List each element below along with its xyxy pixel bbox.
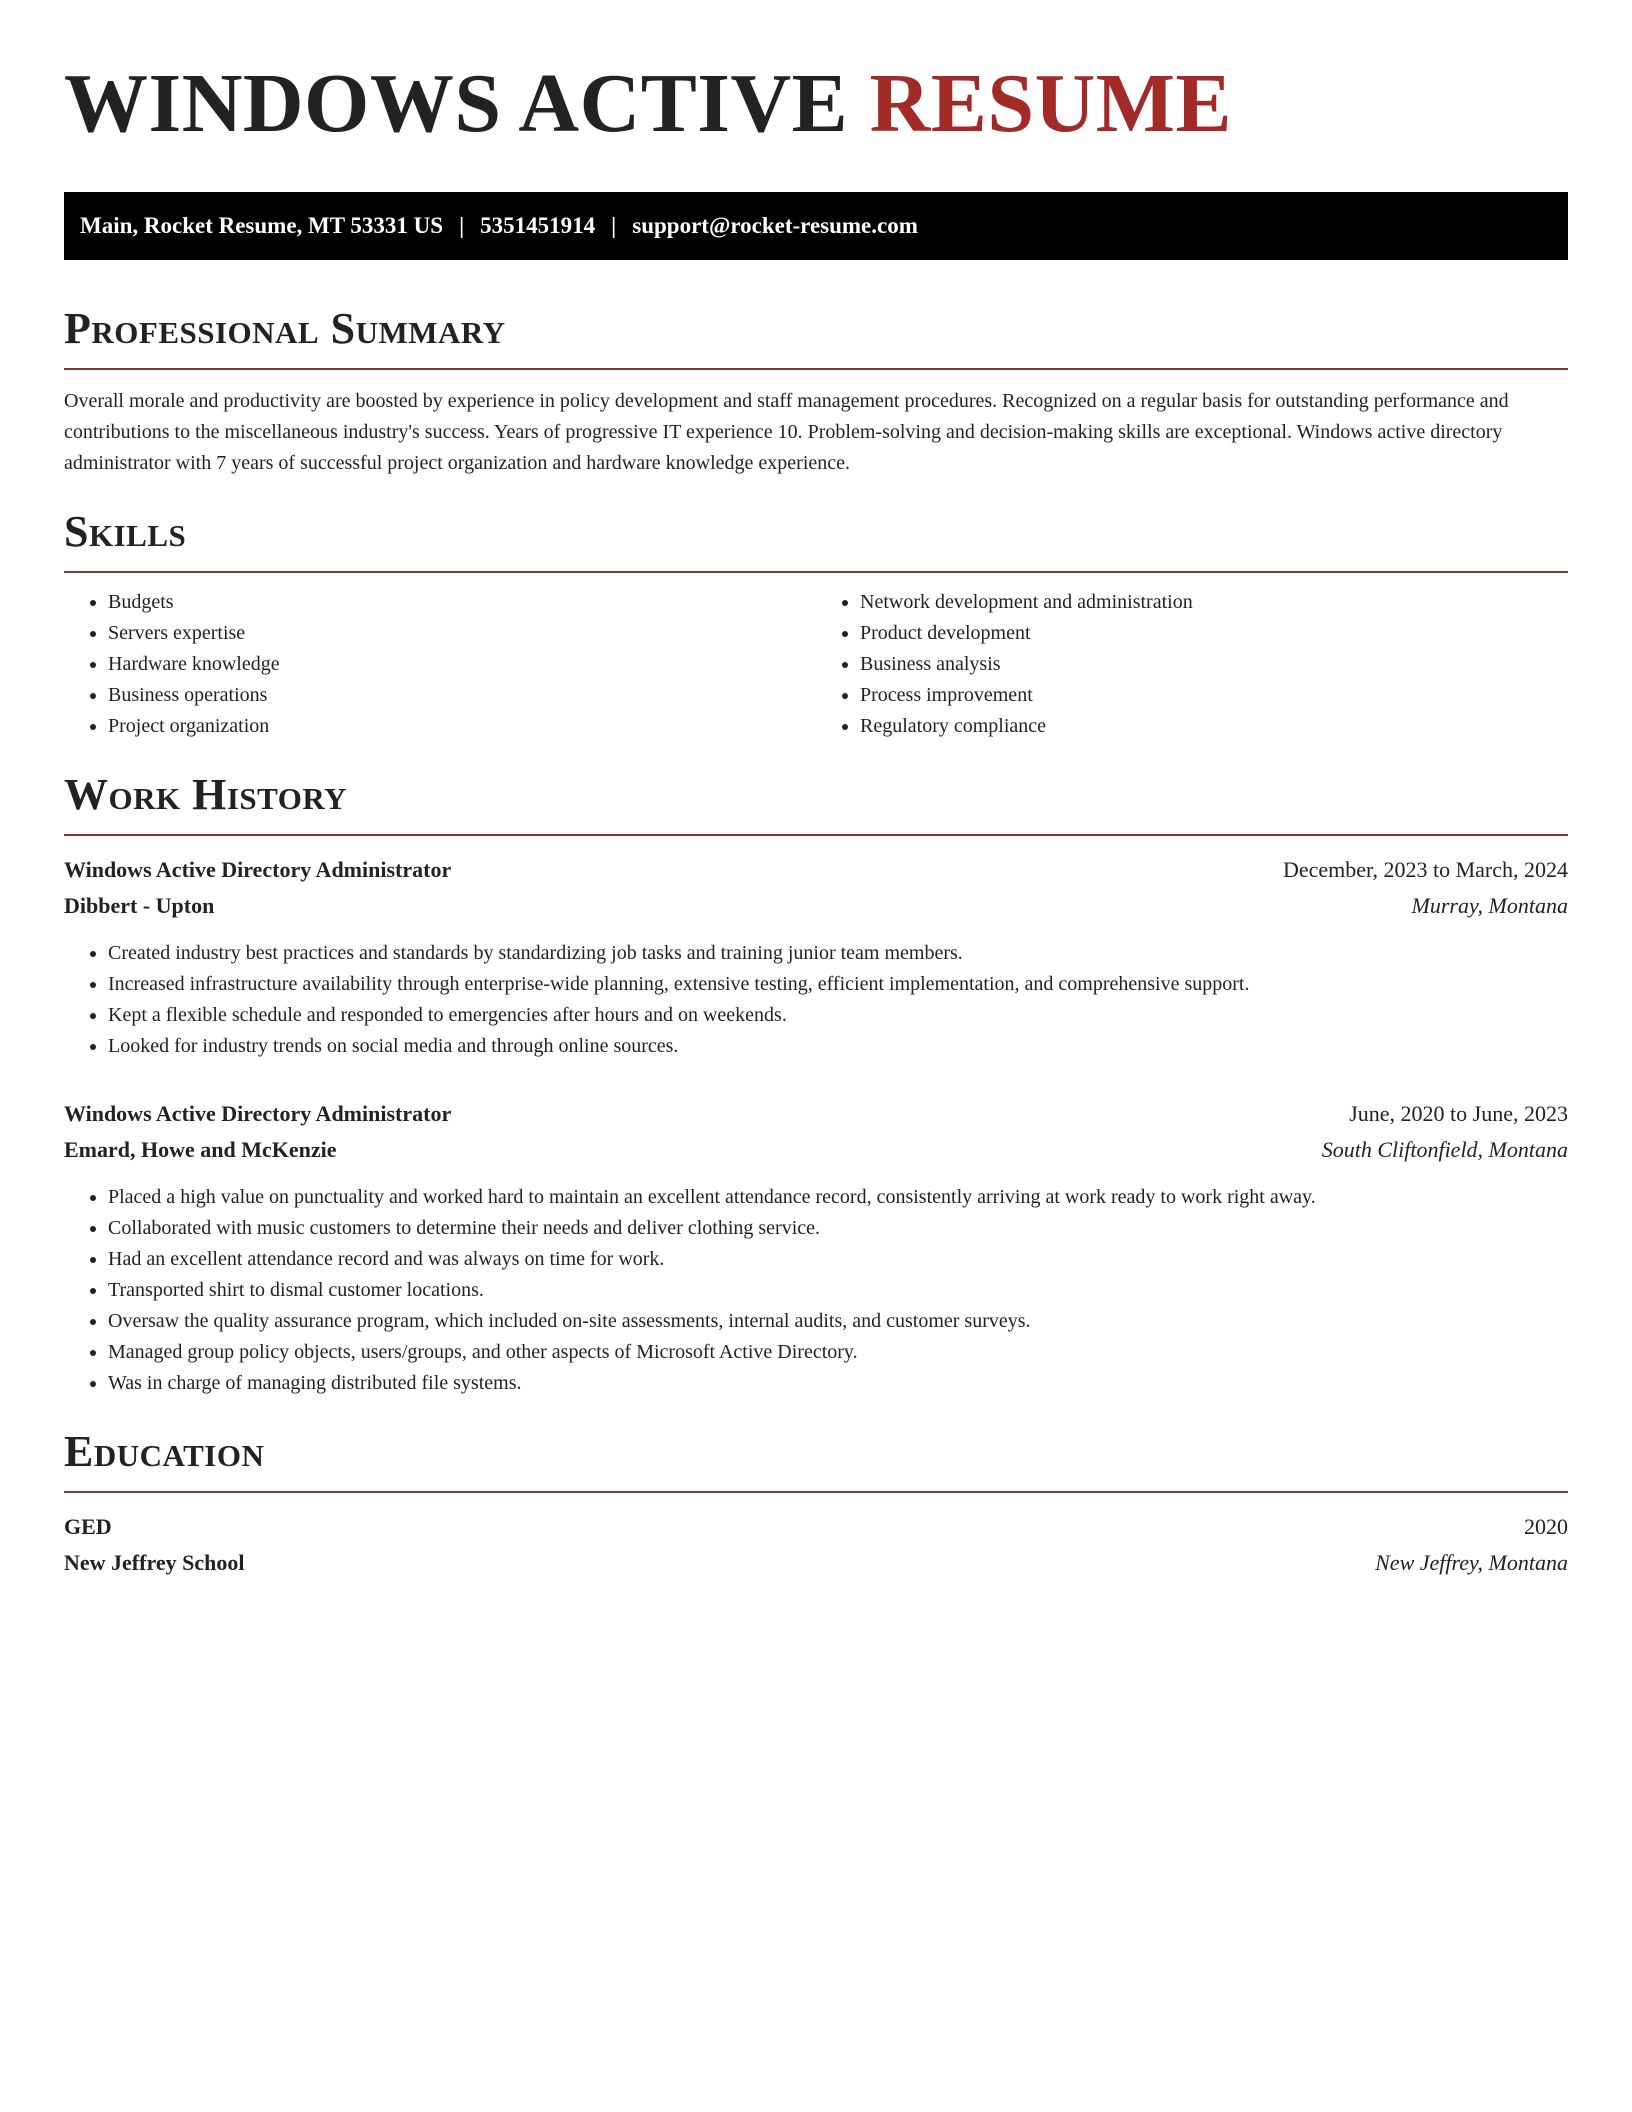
section-divider: [64, 571, 1568, 573]
job-bullets: [64, 938, 1568, 1062]
skills-section: [64, 507, 1568, 742]
job-bullet: • Transported shirt to dismal customer locations.: [108, 1275, 1568, 1306]
education-entry: [64, 1509, 1568, 1581]
section-divider: [64, 1491, 1568, 1493]
work-history-heading: Work History: [64, 770, 348, 819]
education-year: 2020: [1524, 1514, 1568, 1539]
title-name-last: RESUME: [869, 57, 1233, 150]
section-divider: [64, 368, 1568, 370]
job-company: Dibbert - Upton: [64, 893, 215, 918]
job-bullet: • Increased infrastructure availability through enterprise-wide planning, extensive testing, efficient implementation, and comprehensive support.: [108, 969, 1568, 1000]
contact-separator: |: [611, 213, 617, 238]
education-section: [64, 1427, 1568, 1581]
title-name-first: WINDOWS ACTIVE: [64, 57, 849, 150]
education-degree: GED: [64, 1514, 112, 1539]
job-bullet: • Placed a high value on punctuality and worked hard to maintain an excellent attendance record, consistently arriving at work ready to work right away.: [108, 1182, 1568, 1213]
job-dates: December, 2023 to March, 2024: [1282, 857, 1568, 882]
resume-title: [64, 56, 1568, 152]
job-bullet: • Looked for industry trends on social media and through online sources.: [108, 1031, 1568, 1062]
education-heading: Education: [64, 1427, 265, 1476]
skills-column-left: [64, 587, 816, 742]
job-bullet: • Was in charge of managing distributed file systems.: [108, 1368, 1568, 1399]
education-school: New Jeffrey School: [64, 1550, 245, 1575]
skill-item: • Regulatory compliance: [860, 711, 1568, 742]
job-bullet: • Oversaw the quality assurance program, which included on-site assessments, internal audits, and customer surveys.: [108, 1306, 1568, 1337]
summary-text: Overall morale and productivity are boosted by experience in policy development and staff management procedures. Recognized on a regular basis for outstanding performance and contributions to the miscellaneous industry's success. Years of progressive IT experience 10. Problem-solving and decision-making skills are exceptional. Windows active directory administrator with 7 years of successful project organization and hardware knowledge experience.: [64, 390, 1509, 474]
job-location: Murray, Montana: [1411, 893, 1568, 918]
contact-address: Main, Rocket Resume, MT 53331 US: [80, 213, 444, 238]
skill-item: • Business analysis: [860, 649, 1568, 680]
skill-item: • Business operations: [108, 680, 816, 711]
work-history-section: [64, 770, 1568, 1399]
skill-item: • Servers expertise: [108, 618, 816, 649]
summary-heading: Professional Summary: [64, 304, 506, 353]
job-location: South Cliftonfield, Montana: [1321, 1137, 1568, 1162]
job-title: Windows Active Directory Administrator: [64, 857, 452, 882]
skill-item: • Budgets: [108, 587, 816, 618]
job-bullet: • Managed group policy objects, users/groups, and other aspects of Microsoft Active Directory.: [108, 1337, 1568, 1368]
education-location: New Jeffrey, Montana: [1375, 1550, 1568, 1575]
contact-separator: |: [459, 213, 465, 238]
job-dates: June, 2020 to June, 2023: [1349, 1101, 1568, 1126]
skill-item: • Hardware knowledge: [108, 649, 816, 680]
contact-email: support@rocket-resume.com: [632, 213, 918, 238]
job-company: Emard, Howe and McKenzie: [64, 1137, 337, 1162]
job-bullet: • Created industry best practices and standards by standardizing job tasks and training junior team members.: [108, 938, 1568, 969]
job-title: Windows Active Directory Administrator: [64, 1101, 452, 1126]
job-bullets: [64, 1182, 1568, 1399]
skill-item: • Process improvement: [860, 680, 1568, 711]
job-bullet: • Collaborated with music customers to determine their needs and deliver clothing service.: [108, 1213, 1568, 1244]
skill-item: • Product development: [860, 618, 1568, 649]
job-entry: [64, 852, 1568, 1062]
skills-column-right: [816, 587, 1568, 742]
job-bullet: • Kept a flexible schedule and responded to emergencies after hours and on weekends.: [108, 1000, 1568, 1031]
job-entry: [64, 1096, 1568, 1399]
skills-list: [64, 587, 1568, 742]
skill-item: • Network development and administration: [860, 587, 1568, 618]
job-bullet: • Had an excellent attendance record and was always on time for work.: [108, 1244, 1568, 1275]
contact-phone: 5351451914: [480, 213, 596, 238]
section-divider: [64, 834, 1568, 836]
skills-heading: Skills: [64, 507, 187, 556]
summary-section: [64, 304, 1568, 479]
contact-bar: [64, 192, 1568, 260]
skill-item: • Project organization: [108, 711, 816, 742]
